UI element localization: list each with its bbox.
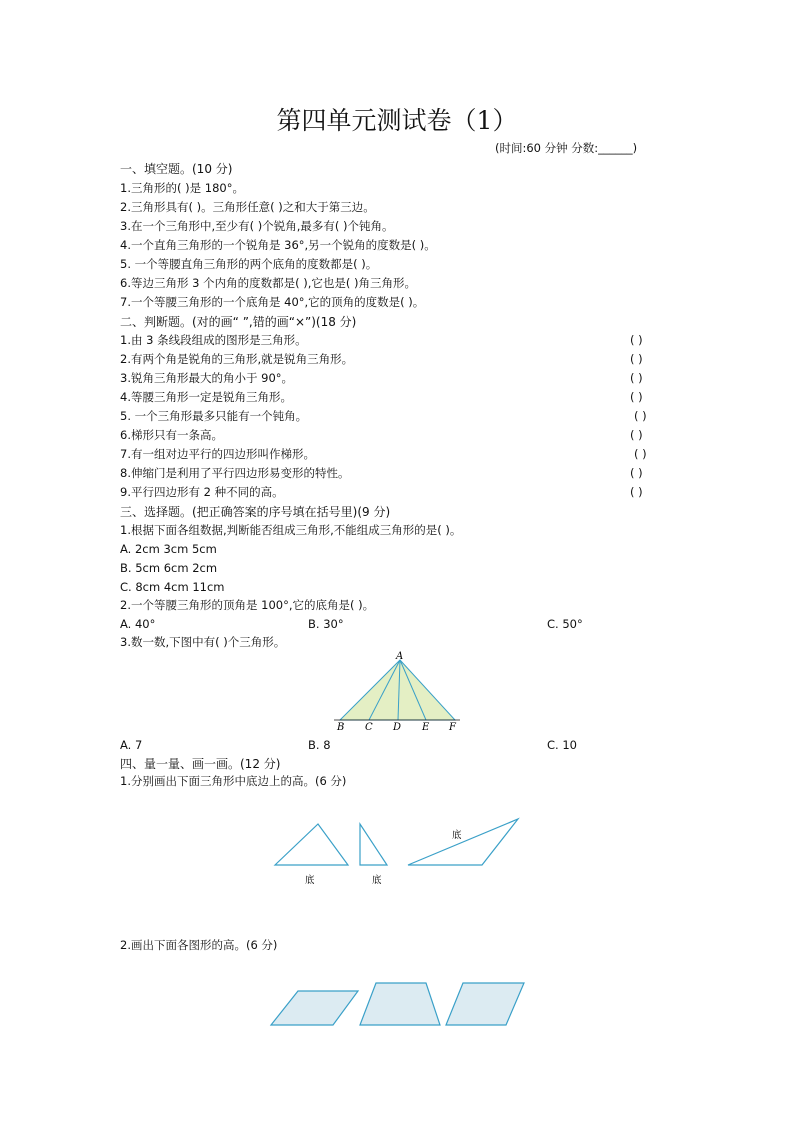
section-1-heading: 一、填空题。(10 分) [120, 162, 233, 176]
label-d: D [393, 722, 402, 733]
s1-item-5: 5. 一个等腰直角三角形的两个底角的度数都是( )。 [120, 257, 378, 271]
s3-q1-option-c: C. 8cm 4cm 11cm [120, 580, 225, 594]
s2-item-1: 1.由 3 条线段组成的图形是三角形。 [120, 333, 307, 347]
s3-q1: 1.根据下面各组数据,判断能否组成三角形,不能组成三角形的是( )。 [120, 523, 462, 537]
s1-item-6: 6.等边三角形 3 个内角的度数都是( ),它也是( )角三角形。 [120, 276, 417, 290]
answer-paren-5[interactable]: ( ) [634, 409, 647, 423]
section-4-heading: 四、量一量、画一画。(12 分) [120, 757, 281, 771]
label-b: B [337, 722, 345, 733]
s2-item-2: 2.有两个角是锐角的三角形,就是锐角三角形。 [120, 352, 354, 366]
answer-paren-7[interactable]: ( ) [634, 447, 647, 461]
s3-q2-option-a: A. 40° [120, 617, 156, 631]
answer-paren-6[interactable]: ( ) [630, 428, 643, 442]
answer-paren-2[interactable]: ( ) [630, 352, 643, 366]
s3-q2: 2.一个等腰三角形的顶角是 100°,它的底角是( )。 [120, 598, 375, 612]
section-3-heading: 三、选择题。(把正确答案的序号填在括号里)(9 分) [120, 505, 391, 519]
s1-item-2: 2.三角形具有( )。三角形任意( )之和大于第三边。 [120, 200, 375, 214]
quadrilaterals-figure [268, 978, 528, 1030]
s2-item-4: 4.等腰三角形一定是锐角三角形。 [120, 390, 292, 404]
s3-q3: 3.数一数,下图中有( )个三角形。 [120, 635, 286, 649]
three-triangles-figure [270, 815, 525, 890]
time-score-line: (时间:60 分钟 分数:______) [495, 141, 638, 155]
answer-paren-1[interactable]: ( ) [630, 333, 643, 347]
s3-q3-option-b: B. 8 [308, 738, 331, 752]
s3-q3-option-a: A. 7 [120, 738, 143, 752]
s4-q1: 1.分别画出下面三角形中底边上的高。(6 分) [120, 774, 347, 788]
s1-item-1: 1.三角形的( )是 180°。 [120, 181, 244, 195]
answer-paren-9[interactable]: ( ) [630, 485, 643, 499]
section-2-heading: 二、判断题。(对的画“ ”,错的画“×”)(18 分) [120, 315, 357, 329]
s3-q1-option-a: A. 2cm 3cm 5cm [120, 542, 217, 556]
s4-q2: 2.画出下面各图形的高。(6 分) [120, 938, 278, 952]
s3-q3-option-c: C. 10 [547, 738, 577, 752]
s1-item-7: 7.一个等腰三角形的一个底角是 40°,它的顶角的度数是( )。 [120, 295, 425, 309]
base-label-2: 底 [372, 875, 382, 886]
page-title: 第四单元测试卷（1） [276, 106, 518, 135]
s2-item-6: 6.梯形只有一条高。 [120, 428, 223, 442]
s1-item-4: 4.一个直角三角形的一个锐角是 36°,另一个锐角的度数是( )。 [120, 238, 436, 252]
s2-item-8: 8.伸缩门是利用了平行四边形易变形的特性。 [120, 466, 350, 480]
base-label-3: 底 [452, 830, 462, 841]
s2-item-7: 7.有一组对边平行的四边形叫作梯形。 [120, 447, 315, 461]
base-label-1: 底 [305, 875, 315, 886]
s2-item-5: 5. 一个三角形最多只能有一个钝角。 [120, 409, 308, 423]
s2-item-3: 3.锐角三角形最大的角小于 90°。 [120, 371, 294, 385]
s3-q2-option-c: C. 50° [547, 617, 583, 631]
answer-paren-4[interactable]: ( ) [630, 390, 643, 404]
s2-item-9: 9.平行四边形有 2 种不同的高。 [120, 485, 284, 499]
s1-item-3: 3.在一个三角形中,至少有( )个锐角,最多有( )个钝角。 [120, 219, 394, 233]
s3-q1-option-b: B. 5cm 6cm 2cm [120, 561, 218, 575]
label-c: C [365, 722, 373, 733]
triangle-count-figure [330, 650, 465, 735]
answer-paren-3[interactable]: ( ) [630, 371, 643, 385]
label-e: E [422, 722, 430, 733]
s3-q2-option-b: B. 30° [308, 617, 344, 631]
label-a: A [396, 651, 404, 662]
label-f: F [449, 722, 456, 733]
answer-paren-8[interactable]: ( ) [630, 466, 643, 480]
